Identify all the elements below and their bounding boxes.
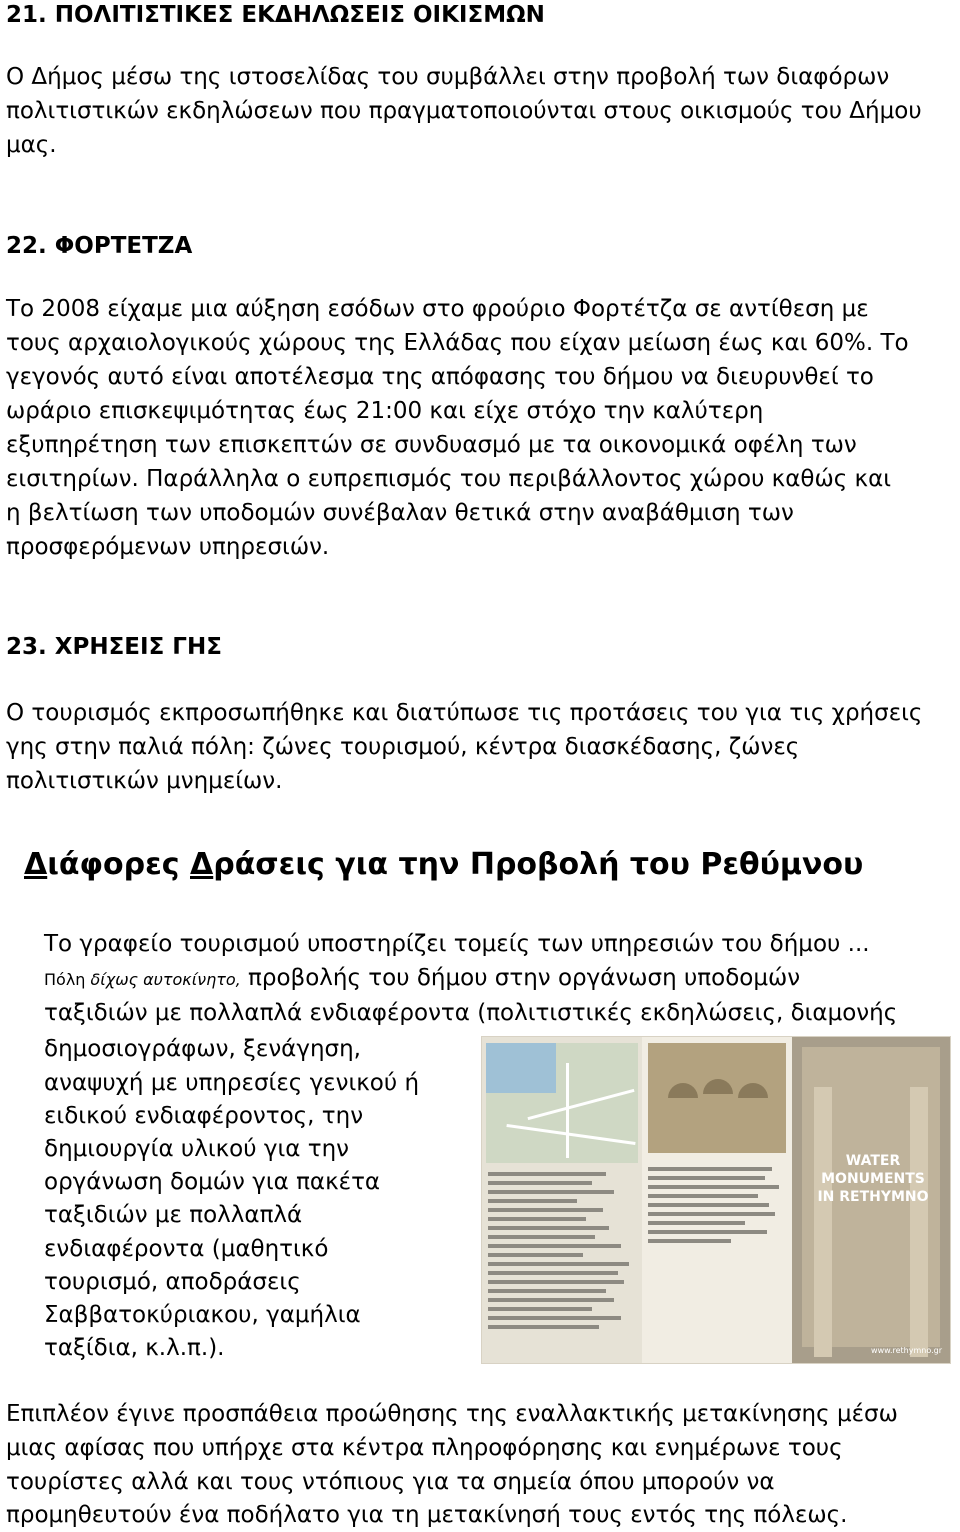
main-line-2-small: Πόλη	[44, 970, 91, 989]
main-line-2-italic: δίχως αυτοκίνητο,	[90, 970, 241, 989]
main-left-line-9: Σαββατοκύριακου, γαμήλια	[44, 1302, 361, 1328]
dome-shape	[668, 1083, 698, 1098]
main-heading-d1: Δ	[24, 847, 48, 882]
main-left-line-2: αναψυχή με υπηρεσίες γενικού ή	[44, 1070, 420, 1096]
main-line-3: ταξιδιών με πολλαπλά ενδιαφέροντα (πολιτιστικές εκδηλώσεις, διαμονής	[44, 1000, 898, 1026]
city-map	[486, 1043, 638, 1163]
section-22-line-8: προσφερόμενων υπηρεσιών.	[6, 534, 330, 560]
section-23-heading: 23. ΧΡΗΣΕΙΣ ΓΗΣ	[6, 634, 222, 660]
main-left-line-3: ειδικού ενδιαφέροντος, την	[44, 1103, 364, 1129]
main-heading-rest: ράσεις για την Προβολή του Ρεθύμνου	[213, 847, 864, 882]
section-21-heading: 21. ΠΟΛΙΤΙΣΤΙΚΕΣ ΕΚΔΗΛΩΣΕΙΣ ΟΙΚΙΣΜΩΝ	[6, 2, 545, 28]
main-left-line-5: οργάνωση δομών για πακέτα	[44, 1169, 381, 1195]
section-23-line-2: γης στην παλιά πόλη: ζώνες τουρισμού, κέντρα διασκέδασης, ζώνες	[6, 734, 800, 760]
brochure-cover-panel	[792, 1037, 950, 1363]
section-22-line-2: τους αρχαιολογικούς χώρους της Ελλάδας που είχαν μείωση έως και 60%. Το	[6, 330, 909, 356]
section-21-line-3: μας.	[6, 132, 57, 158]
dome-shape	[703, 1079, 733, 1094]
brochure-middle-panel	[642, 1037, 792, 1363]
final-line-3: τουρίστες αλλά και τους ντόπιους για τα σημεία όπου μπορούν να	[6, 1469, 775, 1495]
main-heading	[24, 843, 863, 887]
brochure-title-line-2: MONUMENTS	[821, 1171, 925, 1187]
section-23-line-1: Ο τουρισμός εκπροσωπήθηκε και διατύπωσε τις προτάσεις του για τις χρήσεις	[6, 700, 923, 726]
brochure-url: www.rethymno.gr	[871, 1346, 942, 1355]
map-sea	[486, 1043, 556, 1093]
section-22-line-5: εξυπηρέτηση των επισκεπτών σε συνδυασμό με τα οικονομικά οφέλη των	[6, 432, 857, 458]
main-left-line-6: ταξιδιών με πολλαπλά	[44, 1202, 303, 1228]
section-22-line-7: η βελτίωση των υποδομών συνέβαλαν θετικά στην αναβάθμιση των	[6, 500, 794, 526]
section-22-line-3: γεγονός αυτό είναι αποτέλεσμα της απόφασης του δήμου να διευρυνθεί το	[6, 364, 874, 390]
section-21-line-1: Ο Δήμος μέσω της ιστοσελίδας του συμβάλλει στην προβολή των διαφόρων	[6, 64, 890, 90]
section-22-line-4: ωράριο επισκεψιμότητας έως 21:00 και είχε στόχο την καλύτερη	[6, 398, 764, 424]
section-23-line-3: πολιτιστικών μνημείων.	[6, 768, 283, 794]
final-line-4: προμηθευτούν ένα ποδήλατο για τη μετακίνησή τους εντός της πόλεως.	[6, 1502, 848, 1528]
fountain-column	[910, 1087, 928, 1357]
mosque-photo	[648, 1043, 786, 1153]
dome-shape	[738, 1083, 768, 1098]
brochure-title	[798, 1152, 948, 1206]
main-left-line-8: τουρισμό, αποδράσεις	[44, 1269, 301, 1295]
brochure-middle-text	[648, 1167, 786, 1248]
main-heading-d1-rest: ιάφορες	[47, 847, 190, 882]
brochure-text-column	[488, 1172, 636, 1352]
main-left-line-1: δημοσιογράφων, ξενάγηση,	[44, 1036, 361, 1062]
map-road	[506, 1124, 635, 1145]
section-22-heading: 22. ΦΟΡΤΕΤΖΑ	[6, 233, 193, 259]
main-line-1: Το γραφείο τουρισμού υποστηρίζει τομείς των υπηρεσιών του δήμου ...	[44, 931, 870, 957]
main-heading-d2: Δ	[190, 847, 214, 882]
section-22-line-6: εισιτηρίων. Παράλληλα ο ευπρεπισμός του περιβάλλοντος χώρου καθώς και	[6, 466, 892, 492]
main-left-line-4: δημιουργία υλικού για την	[44, 1136, 349, 1162]
final-line-1: Επιπλέον έγινε προσπάθεια προώθησης της εναλλακτικής μετακίνησης μέσω	[6, 1401, 898, 1427]
main-left-line-10: ταξίδια, κ.λ.π.).	[44, 1335, 225, 1361]
section-21-line-2: πολιτιστικών εκδηλώσεων που πραγματοποιούνται στους οικισμούς του Δήμου	[6, 98, 922, 124]
main-left-line-7: ενδιαφέροντα (μαθητικό	[44, 1236, 329, 1262]
final-line-2: μιας αφίσας που υπήρχε στα κέντρα πληροφόρησης και ενημέρωνε τους	[6, 1435, 843, 1461]
brochure-title-line-3: IN RETHYMNO	[817, 1189, 929, 1205]
map-road	[566, 1063, 569, 1158]
section-22-line-1: Το 2008 είχαμε μια αύξηση εσόδων στο φρούριο Φορτέτζα σε αντίθεση με	[6, 296, 869, 322]
brochure-title-line-1: WATER	[845, 1153, 901, 1169]
main-line-2-rest: προβολής του δήμου στην οργάνωση υποδομών	[240, 965, 801, 991]
fountain-column	[814, 1087, 832, 1357]
water-monuments-brochure-image	[481, 1036, 951, 1364]
brochure-map-panel	[482, 1037, 642, 1363]
main-line-2	[44, 961, 800, 997]
map-road	[527, 1089, 634, 1120]
